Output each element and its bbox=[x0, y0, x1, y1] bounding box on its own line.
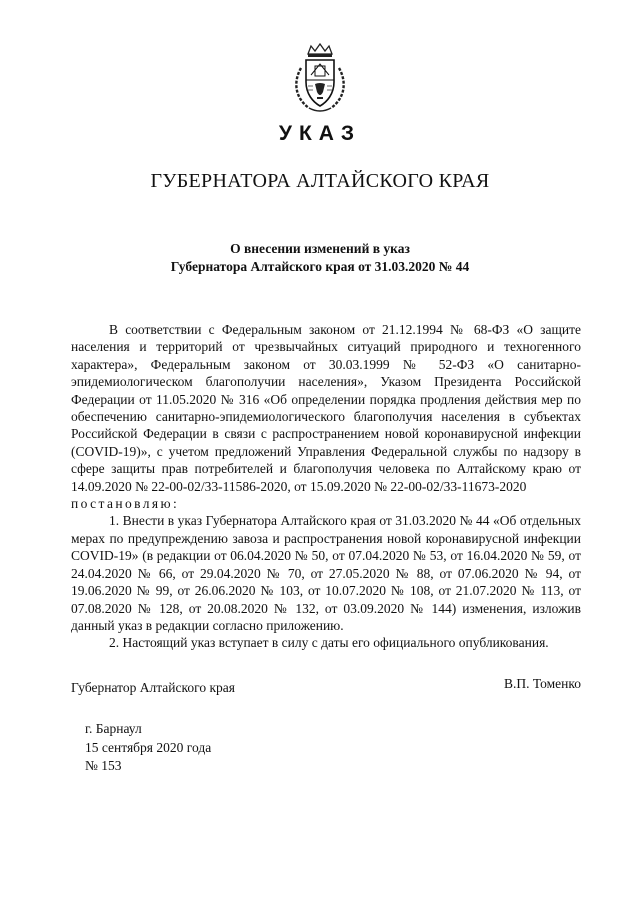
preamble-paragraph: В соответствии с Федеральным законом от 21.12.1994 № 68-ФЗ «О защите населения и территорий от чрезвычайных ситуаций природного и техногенного характера», Федеральным законом от 30.03.1999 № 52-ФЗ «О санитарно-эпидемиологическом благополучии населения», Указом Президента Российской Федерации от 11.05.2020 № 316 «Об определении порядка продления действия мер по обеспечению санитарно-эпидемиологического благополучия населения в субъектах Российской Федерации в связи с распространением новой коронавирусной инфекции (COVID-19)», с учетом предложений Управления Федеральной службы по надзору в сфере защиты прав потребителей и благополучия человека по Алтайскому краю от 14.09.2020 № 22-00-02/33-11586-2020, от 15.09.2020 № 22-00-02/33-11673-2020 bbox=[71, 322, 581, 494]
decree-body bbox=[71, 321, 581, 652]
decree-number: № 153 bbox=[85, 758, 122, 773]
decree-word: постановляю: bbox=[71, 496, 180, 512]
subject-line-1: О внесении изменений в указ bbox=[230, 241, 410, 256]
issuer-title: ГУБЕРНАТОРА АЛТАЙСКОГО КРАЯ bbox=[150, 170, 490, 192]
signatory-name: В.П. Томенко bbox=[504, 676, 581, 691]
date-of-issue: 15 сентября 2020 года bbox=[85, 739, 212, 755]
decree-subject bbox=[0, 240, 640, 276]
place-of-issue: г. Барнаул bbox=[85, 721, 142, 736]
signatory-position: Губернатор Алтайского края bbox=[71, 680, 235, 695]
document-footer bbox=[85, 720, 211, 776]
document-type-title: УКАЗ bbox=[278, 122, 362, 145]
coat-of-arms-emblem bbox=[289, 42, 351, 116]
subject-line-2: Губернатора Алтайского края от 31.03.2020 № 44 bbox=[170, 259, 470, 274]
item-2-paragraph: 2. Настоящий указ вступает в силу с даты его официального опубликования. bbox=[109, 635, 549, 651]
item-1-paragraph: 1. Внести в указ Губернатора Алтайского края от 31.03.2020 № 44 «Об отдельных мерах по предупреждению завоза и распространения новой коронавирусной инфекции COVID-19» (в редакции от 06.04.2020 № 50, от 07.04.2020 № 53, от 16.04.2020 № 59, от 24.04.2020 № 66, от 29.04.2020 № 70, от 27.05.2020 № 88, от 07.06.2020 № 94, от 19.06.2020 № 99, от 26.06.2020 № 103, от 10.07.2020 № 108, от 21.07.2020 № 113, от 07.08.2020 № 128, от 20.08.2020 № 132, от 03.09.2020 № 144) изменения, изложив данный указ в редакции согласно приложению. bbox=[71, 513, 581, 633]
